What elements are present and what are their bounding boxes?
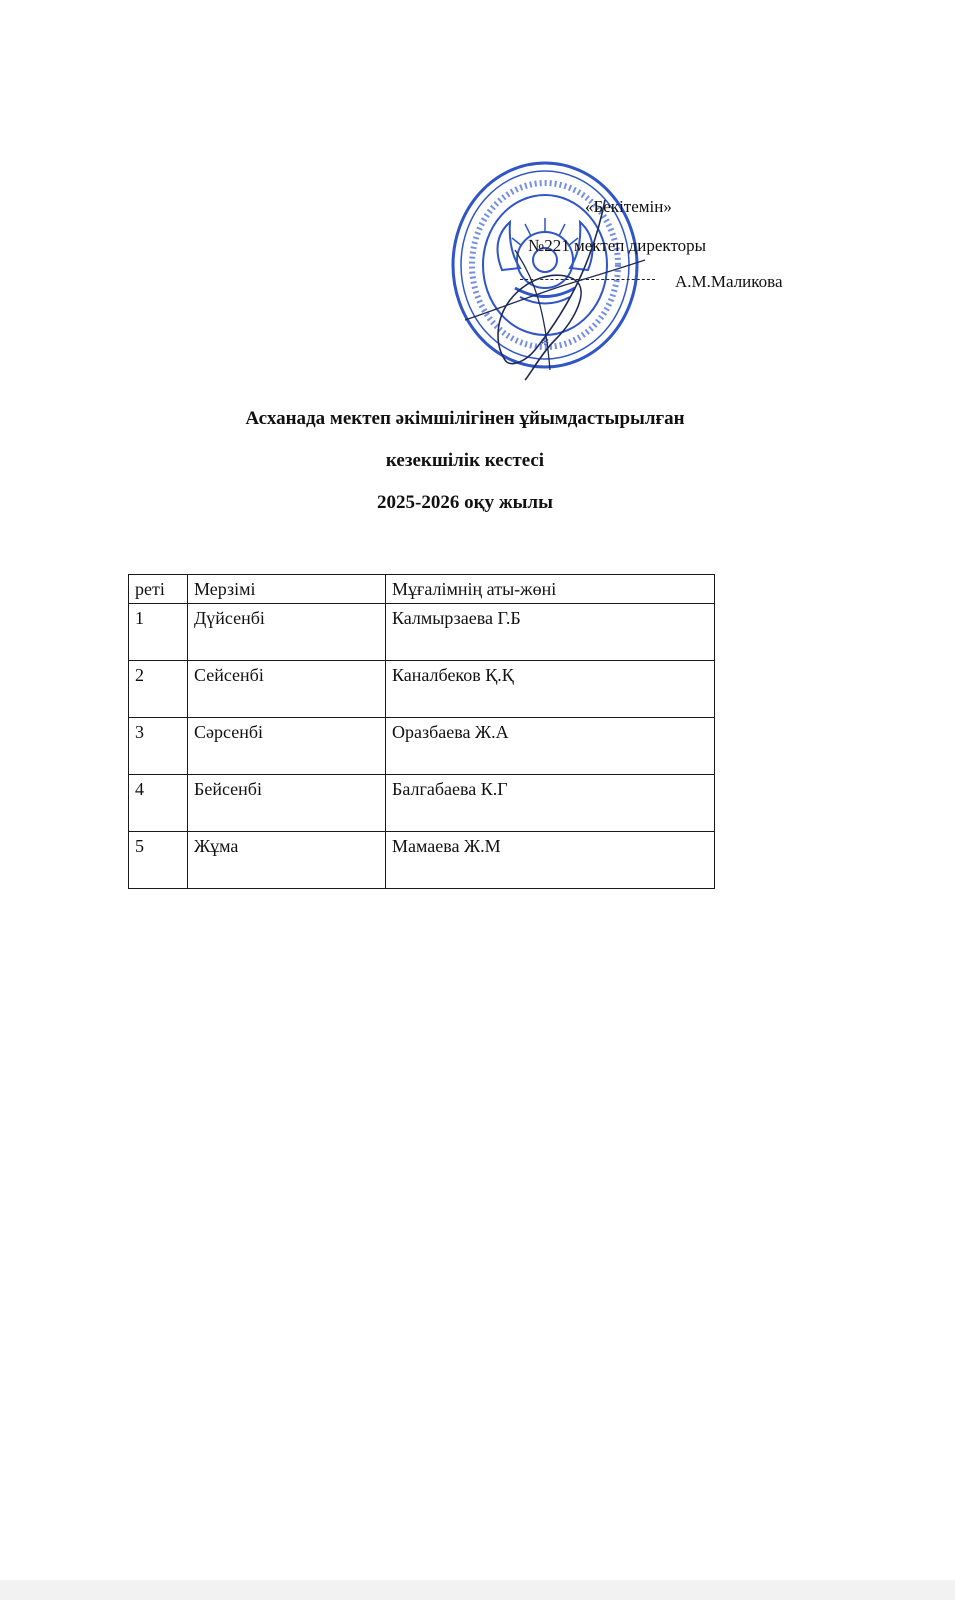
handwritten-signature-icon [455, 190, 655, 390]
director-name: А.М.Маликова [675, 272, 783, 291]
row-number: 3 [129, 718, 188, 775]
table-row [129, 718, 715, 775]
row-teacher: Калмырзаева Г.Б [386, 604, 715, 661]
table-header-row [129, 575, 715, 604]
duty-schedule-table [128, 574, 715, 889]
row-day: Жұма [188, 832, 386, 889]
row-teacher: Каналбеков Қ.Қ [386, 661, 715, 718]
header-teacher-name: Мұғалімнің аты-жөні [386, 575, 715, 604]
row-teacher: Балгабаева К.Г [386, 775, 715, 832]
row-day: Сейсенбі [188, 661, 386, 718]
row-teacher: Мамаева Ж.М [386, 832, 715, 889]
title-line-1: Асханада мектеп әкімшілігінен ұйымдастырылған [245, 408, 685, 429]
document-title [0, 398, 930, 524]
table-row [129, 832, 715, 889]
header-order: реті [129, 575, 188, 604]
row-day: Сәрсенбі [188, 718, 386, 775]
title-line-3: 2025-2026 оқу жылы [377, 492, 553, 513]
svg-text:✻: ✻ [540, 337, 550, 348]
row-number: 2 [129, 661, 188, 718]
page-bottom-margin [0, 1580, 955, 1600]
approval-title: «Бекітемін» [585, 197, 672, 216]
row-number: 4 [129, 775, 188, 832]
row-number: 1 [129, 604, 188, 661]
row-day: Бейсенбі [188, 775, 386, 832]
table-row [129, 604, 715, 661]
director-position: №221 мектеп директоры [528, 236, 707, 255]
row-teacher: Оразбаева Ж.А [386, 718, 715, 775]
row-day: Дүйсенбі [188, 604, 386, 661]
table-row [129, 775, 715, 832]
header-date: Мерзімі [188, 575, 386, 604]
title-line-2: кезекшілік кестесі [385, 450, 545, 471]
table-row [129, 661, 715, 718]
row-number: 5 [129, 832, 188, 889]
